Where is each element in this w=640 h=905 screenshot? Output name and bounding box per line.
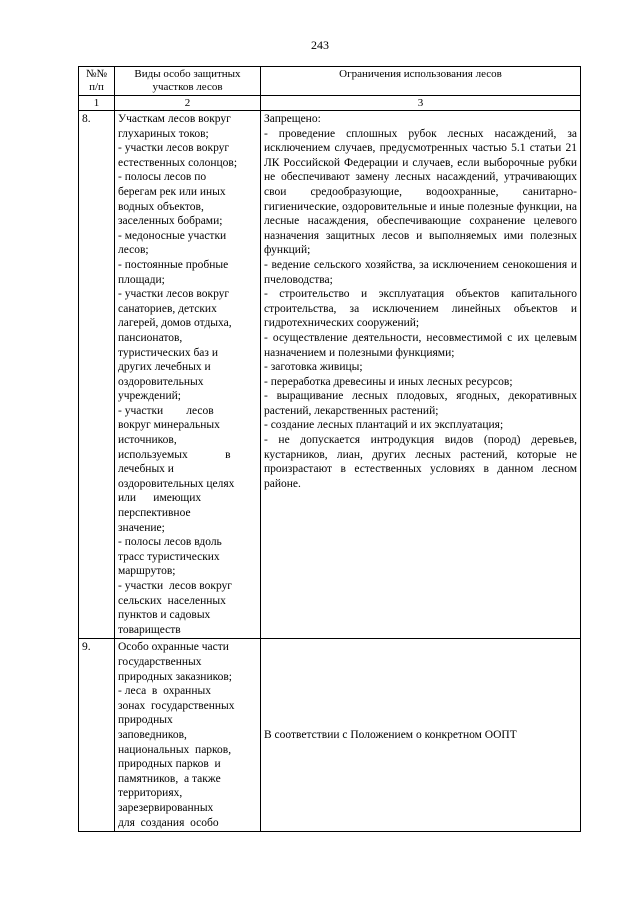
text-line: зонах государственных xyxy=(118,699,235,712)
text-line: государственных xyxy=(118,655,202,668)
row-number: 8. xyxy=(79,111,115,639)
forest-types-cell xyxy=(115,111,261,639)
text-line: других лечебных и xyxy=(118,361,211,374)
text-line: лечебных и xyxy=(118,463,174,476)
table-row xyxy=(79,111,581,639)
text-line: перспективное xyxy=(118,507,191,520)
forest-types-cell xyxy=(115,639,261,832)
restrictions-cell xyxy=(261,639,581,832)
text-line: учреждений; xyxy=(118,390,181,403)
text-line: природных заказников; xyxy=(118,670,232,683)
text-line: - участки лесов xyxy=(118,404,214,417)
forest-restrictions-table xyxy=(78,66,581,832)
text-line: маршрутов; xyxy=(118,565,176,578)
column-number: 1 xyxy=(79,96,115,111)
text-line: пансионатов, xyxy=(118,331,183,344)
restrictions-cell xyxy=(261,111,581,639)
text-line: или имеющих xyxy=(118,492,202,505)
text-line: - участки лесов вокруг xyxy=(118,580,233,592)
text-line: - полосы лесов по xyxy=(118,171,207,184)
text-line: - леса в охранных xyxy=(118,685,211,698)
text-line: - участки лесов вокруг xyxy=(118,142,230,155)
text-line: источников, xyxy=(118,434,177,447)
text-line: берегам рек или иных xyxy=(118,185,226,198)
text-line: - полосы лесов вдоль xyxy=(118,536,222,549)
text-line: - медоносные участки xyxy=(118,229,227,242)
text-line: площади; xyxy=(118,273,165,286)
text-line: туристических баз и xyxy=(118,346,218,359)
text-line: В соответствии с Положением о конкретном ООПТ xyxy=(264,728,517,741)
text-line: памятников, а также xyxy=(118,772,221,785)
header-restrictions: Ограничения использования лесов xyxy=(261,67,581,96)
text-line: - участки лесов вокруг xyxy=(118,288,230,301)
text-line: санаториев, детских xyxy=(118,302,217,315)
header-forest-types: Виды особо защитных участков лесов xyxy=(115,67,261,96)
text-line: используемых в xyxy=(118,448,231,461)
text-line: - осуществление деятельности, несовместимой с их целевым назначением и полезными функциями; xyxy=(264,331,577,359)
table-header-row xyxy=(79,67,581,96)
text-line: для создания особо xyxy=(118,816,219,829)
column-number: 2 xyxy=(115,96,261,111)
text-line: - переработка древесины и иных лесных ресурсов; xyxy=(264,375,513,388)
text-line: оздоровительных xyxy=(118,375,204,388)
text-line: - создание лесных плантаций и их эксплуатация; xyxy=(264,419,504,432)
text-line: оздоровительных целях xyxy=(118,477,235,490)
column-number: 3 xyxy=(261,96,581,111)
text-line: - выращивание лесных плодовых, ягодных, декоративных растений, лекарственных растений; xyxy=(264,390,577,417)
text-line: водных объектов, xyxy=(118,200,204,213)
text-line: - ведение сельского хозяйства, за исключением сенокошения и пчеловодства; xyxy=(264,258,577,286)
text-line: - заготовка живицы; xyxy=(264,361,363,374)
text-line: зарезервированных xyxy=(118,801,214,814)
text-line: заселенных бобрами; xyxy=(118,215,223,228)
text-line: национальных парков, xyxy=(118,743,232,756)
text-line: значение; xyxy=(118,521,165,534)
text-line: - строительство и эксплуатация объектов капитального строительства, за исключением линейных объектов и гидротехнических сооружений; xyxy=(264,288,577,330)
text-line: Особо охранные части xyxy=(118,641,229,654)
text-line: заповедников, xyxy=(118,728,187,741)
text-line: территориях, xyxy=(118,787,183,800)
table-row xyxy=(79,639,581,832)
text-line: трасс туристических xyxy=(118,550,220,563)
text-line: естественных солонцов; xyxy=(118,156,238,169)
text-line: товариществ xyxy=(118,623,181,636)
text-line: природных xyxy=(118,714,173,727)
text-line: глухариных токов; xyxy=(118,127,209,140)
text-line: лагерей, домов отдыха, xyxy=(118,317,232,330)
text-line: - не допускается интродукция видов (пород) деревьев, кустарников, лиан, других лесных растений, которые не произрастают в естественных условиях в данном лесном районе. xyxy=(264,434,577,490)
row-number: 9. xyxy=(79,639,115,832)
text-line: пунктов и садовых xyxy=(118,609,211,622)
text-line: сельских населенных xyxy=(118,594,226,607)
text-line: Запрещено: xyxy=(264,113,321,125)
text-line: вокруг минеральных xyxy=(118,419,220,432)
text-line: природных парков и xyxy=(118,758,221,771)
column-number-row xyxy=(79,96,581,111)
page-number: 243 xyxy=(311,38,329,52)
text-line: Участкам лесов вокруг xyxy=(118,113,231,125)
text-line: - проведение сплошных рубок лесных насаждений, за исключением случаев, предусмотренных частью 5.1 статьи 21 ЛК Российской Федерации и случаев, если выборочные рубки не обеспечивают замену лесных насаждений, утрачивающих свои средообразующие, водоохранные, санитарно-гигиенические, оздоровительные и иные полезные функции, на лесные насаждения, обеспечивающие сохранение целевого назначения защитных лесов и выполняемых ими полезных функций; xyxy=(264,127,577,257)
text-line: - постоянные пробные xyxy=(118,258,229,271)
header-number: №№ п/п xyxy=(79,67,115,96)
text-line: лесов; xyxy=(118,244,149,257)
